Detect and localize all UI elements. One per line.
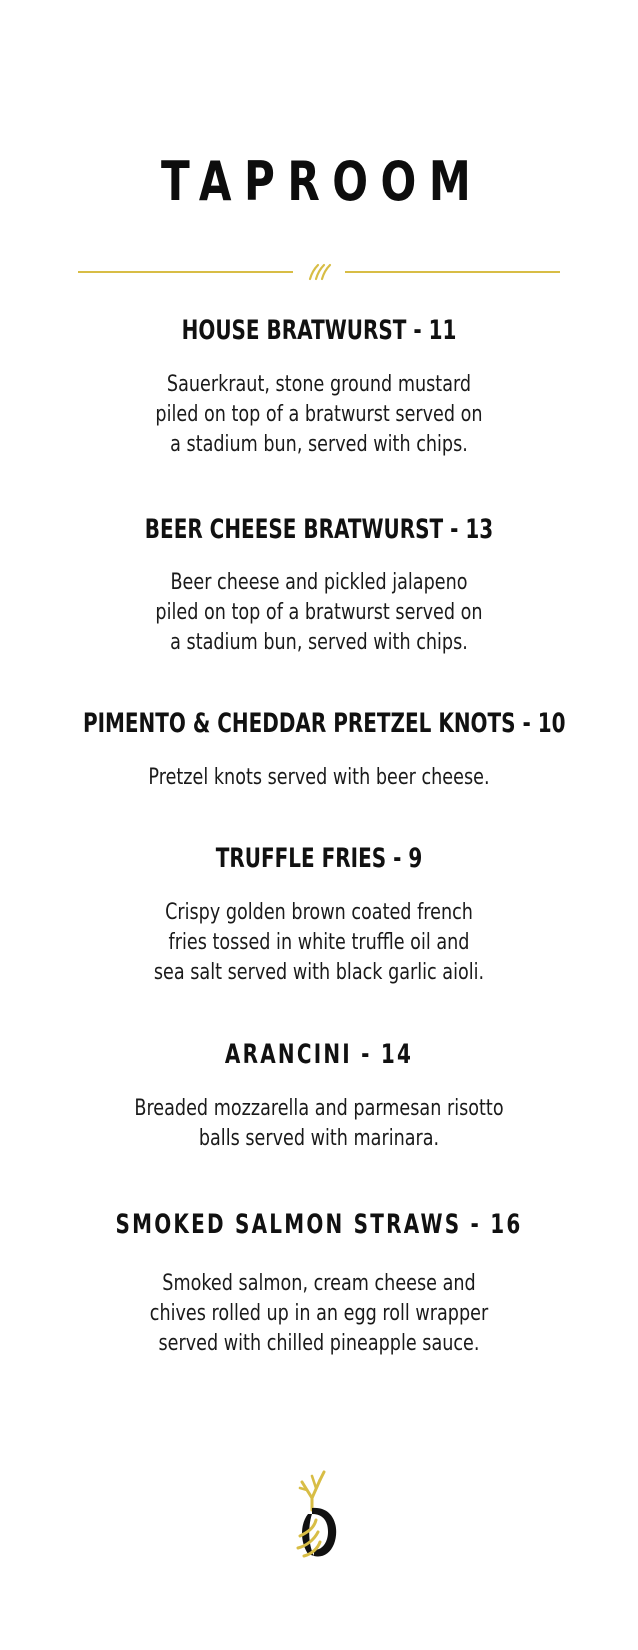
menu-item-name: BEER CHEESE BRATWURST - 13: [144, 514, 494, 545]
menu-item-name: HOUSE BRATWURST - 11: [181, 315, 457, 346]
menu-item-description: [64, 1269, 574, 1359]
description-line: Beer cheese and pickled jalapeno: [170, 570, 468, 595]
description-line: Sauerkraut, stone ground mustard: [166, 372, 472, 397]
description-line: Breaded mozzarella and parmesan risotto: [134, 1096, 504, 1121]
description-line: sea salt served with black garlic aioli.: [153, 960, 485, 985]
title-divider: [78, 262, 560, 282]
triple-slash-ornament-icon: [305, 262, 333, 282]
menu-item-name: SMOKED SALMON STRAWS - 16: [115, 1209, 523, 1240]
description-line: a stadium bun, served with chips.: [170, 630, 468, 655]
description-line: served with chilled pineapple sauce.: [158, 1331, 480, 1356]
description-line: piled on top of a bratwurst served on: [155, 600, 483, 625]
description-line: piled on top of a bratwurst served on: [155, 402, 483, 427]
menu-item-description: [64, 1094, 574, 1154]
description-line: Crispy golden brown coated french: [165, 900, 473, 925]
description-line: balls served with marinara.: [198, 1126, 440, 1151]
description-line: Pretzel knots served with beer cheese.: [148, 765, 490, 790]
menu-item-name: PIMENTO & CHEDDAR PRETZEL KNOTS - 10: [82, 708, 566, 739]
antler-monogram-logo-icon: [290, 1470, 346, 1564]
description-line: chives rolled up in an egg roll wrapper: [149, 1301, 489, 1326]
menu-item-name: ARANCINI - 14: [224, 1039, 414, 1070]
menu-item-description: [64, 898, 574, 988]
description-line: a stadium bun, served with chips.: [170, 432, 468, 457]
menu-item-description: [64, 370, 574, 460]
description-line: Smoked salmon, cream cheese and: [162, 1271, 476, 1296]
menu-item-name: TRUFFLE FRIES - 9: [215, 843, 423, 874]
divider-line-left: [78, 271, 293, 273]
description-line: fries tossed in white truffle oil and: [168, 930, 470, 955]
divider-line-right: [345, 271, 560, 273]
menu-item-description: [64, 763, 574, 793]
page-title: TAPROOM: [160, 150, 484, 213]
menu-item-description: [64, 568, 574, 658]
